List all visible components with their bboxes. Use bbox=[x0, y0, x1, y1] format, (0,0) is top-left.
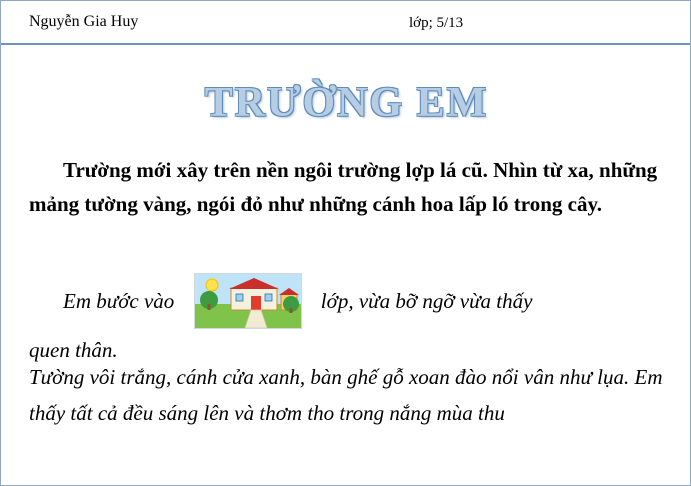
paragraph-three: Tường vôi trắng, cánh cửa xanh, bàn ghế gỗ xoan đào nổi vân như lụa. Em thấy tất cả đều sáng lên và thơm tho trong nắng mùa thu bbox=[29, 365, 663, 425]
class-label: lớp; 5/13 bbox=[409, 15, 464, 31]
paragraph-two-line-two: quen thân. bbox=[29, 338, 118, 362]
paragraph-two bbox=[29, 273, 674, 367]
page-title: TRƯỜNG EM bbox=[204, 80, 489, 126]
school-building-clipart bbox=[194, 273, 302, 329]
student-name: Nguyễn Gia Huy bbox=[29, 13, 139, 30]
paragraph-two-text-after: lớp, vừa bỡ ngỡ vừa thấy bbox=[315, 289, 533, 313]
header-divider bbox=[1, 43, 691, 45]
paragraph-one: Trường mới xây trên nền ngôi trường lợp lá cũ. Nhìn từ xa, những mảng tường vàng, ngói đỏ như những cánh hoa lấp ló trong cây. bbox=[29, 158, 658, 216]
paragraph-two-text-before: Em bước vào bbox=[63, 289, 180, 313]
page-header bbox=[1, 9, 691, 39]
paragraph-two-line-one bbox=[29, 273, 674, 329]
